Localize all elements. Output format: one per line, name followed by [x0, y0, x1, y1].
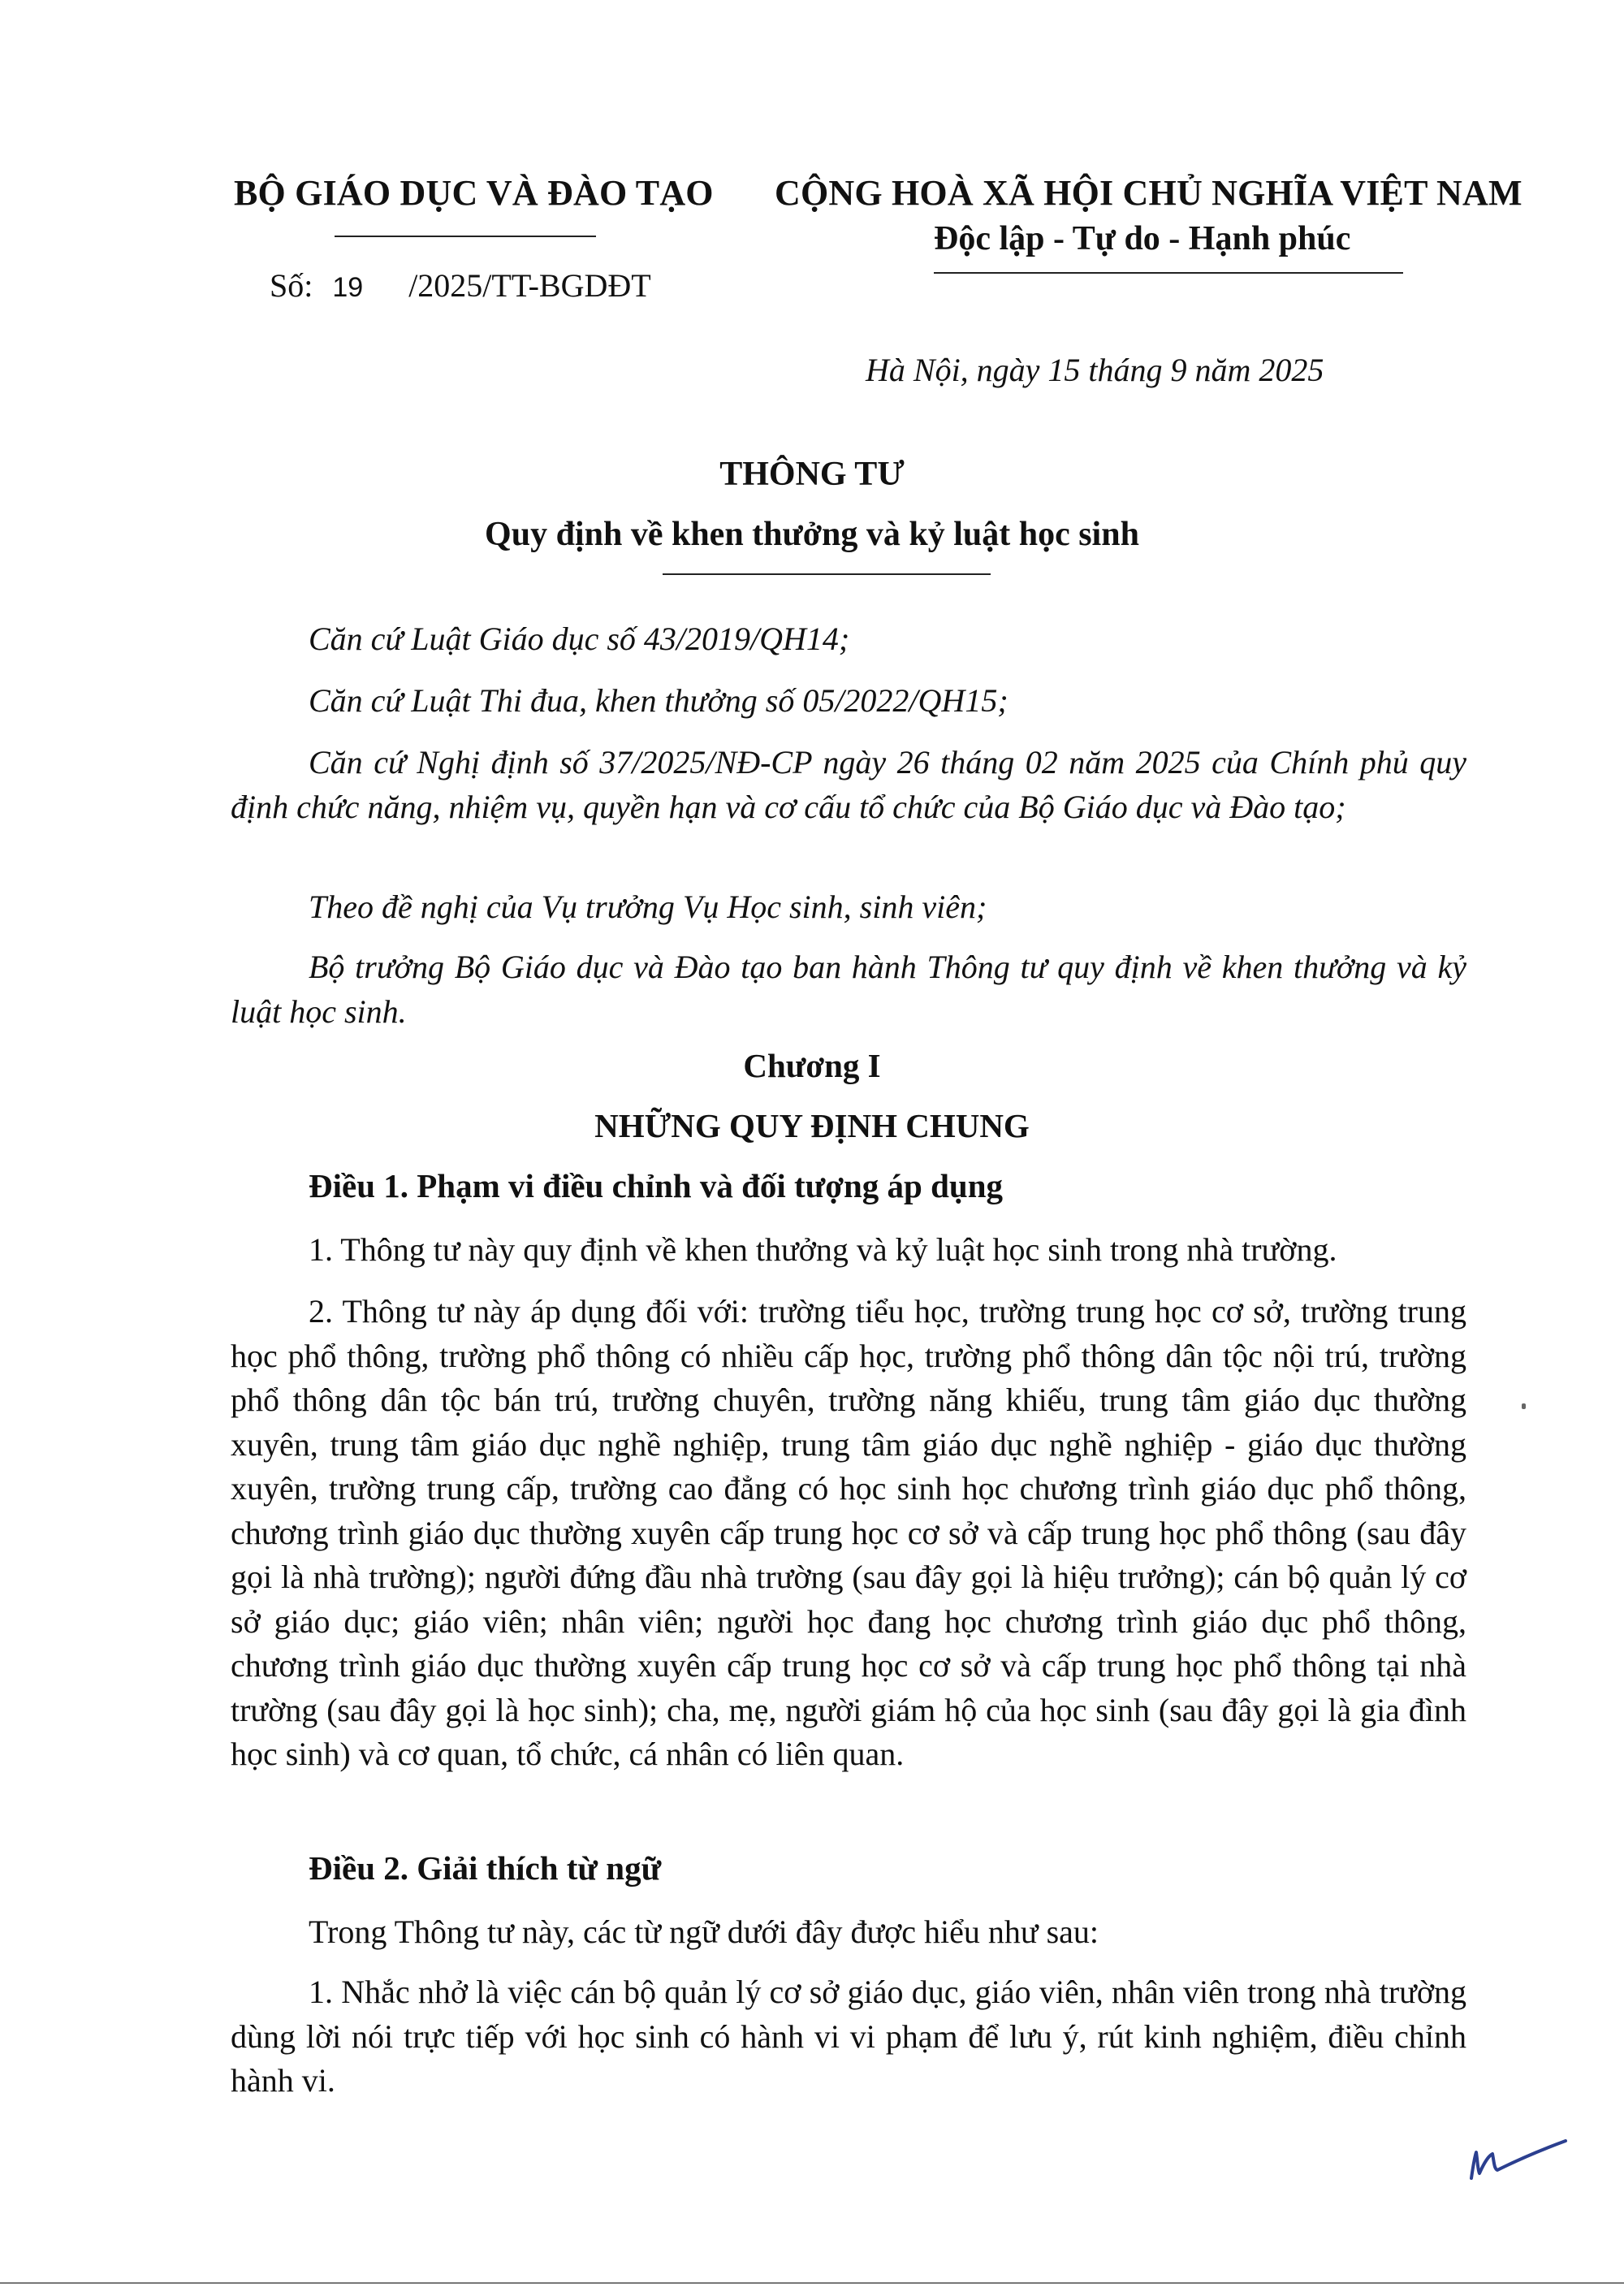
document-subject: Quy định về khen thưởng và kỷ luật học sinh — [485, 516, 1139, 553]
ministry-name: BỘ GIÁO DỤC VÀ ĐÀO TẠO — [234, 173, 714, 213]
title-underline — [663, 573, 991, 575]
article-2-intro: Trong Thông tư này, các từ ngữ dưới đây được hiểu như sau: — [309, 1913, 1099, 1950]
ministry-underline — [335, 236, 596, 237]
preamble-basis-1: Căn cứ Luật Giáo dục số 43/2019/QH14; — [309, 620, 850, 657]
preamble-basis-2: Căn cứ Luật Thi đua, khen thưởng số 05/2022/QH15; — [309, 682, 1009, 719]
number-suffix: /2025/TT-BGDĐT — [408, 267, 651, 304]
preamble-proposal: Theo đề nghị của Vụ trưởng Vụ Học sinh, sinh viên; — [309, 889, 987, 925]
national-motto: Độc lập - Tự do - Hạnh phúc — [934, 220, 1351, 257]
article-2-clause-1: 1. Nhắc nhở là việc cán bộ quản lý cơ sở giáo dục, giáo viên, nhân viên trong nhà trường dùng lời nói trực tiếp với học sinh có hành vi vi phạm để lưu ý, rút kinh nghiệm, điều chỉnh hành vi. — [231, 1974, 1466, 2099]
initials-signature — [1453, 2128, 1575, 2193]
number-prefix: Số: — [270, 267, 313, 304]
scan-speck — [1522, 1403, 1526, 1409]
page-bottom-rule — [0, 2282, 1624, 2284]
date-line: Hà Nội, ngày 15 tháng 9 năm 2025 — [866, 352, 1324, 388]
motto-underline — [934, 272, 1403, 274]
article-2-heading: Điều 2. Giải thích từ ngữ — [309, 1849, 662, 1887]
number-value: 19 — [332, 272, 364, 303]
chapter-title: NHỮNG QUY ĐỊNH CHUNG — [594, 1107, 1030, 1144]
preamble-issuance: Bộ trưởng Bộ Giáo dục và Đào tạo ban hành Thông tư quy định về khen thưởng và kỷ luật học sinh. — [231, 949, 1466, 1030]
country-name: CỘNG HOÀ XÃ HỘI CHỦ NGHĨA VIỆT NAM — [775, 173, 1522, 213]
document-number — [270, 266, 651, 305]
chapter-label: Chương I — [743, 1047, 881, 1084]
article-1-heading: Điều 1. Phạm vi điều chỉnh và đối tượng áp dụng — [309, 1167, 1003, 1204]
preamble-basis-3: Căn cứ Nghị định số 37/2025/NĐ-CP ngày 26 tháng 02 năm 2025 của Chính phủ quy định chức năng, nhiệm vụ, quyền hạn và cơ cấu tổ chức của Bộ Giáo dục và Đào tạo; — [231, 744, 1466, 825]
article-1-clause-2: 2. Thông tư này áp dụng đối với: trường tiểu học, trường trung học cơ sở, trường trung học phổ thông, trường phổ thông có nhiều cấp học, trường phổ thông dân tộc nội trú, trường phổ thông dân tộc bán trú, trường chuyên, trường năng khiếu, trung tâm giáo dục thường xuyên, trung tâm giáo dục nghề nghiệp, trung tâm giáo dục nghề nghiệp - giáo dục thường xuyên, trường trung cấp, trường cao đẳng có học sinh học chương trình giáo dục phổ thông, chương trình giáo dục thường xuyên cấp trung học cơ sở và cấp trung học phổ thông (sau đây gọi là nhà trường); người đứng đầu nhà trường (sau đây gọi là hiệu trưởng); cán bộ quản lý cơ sở giáo dục; giáo viên; nhân viên; người học đang học chương trình giáo dục phổ thông, chương trình giáo dục thường xuyên cấp trung học cơ sở và cấp trung học phổ thông tại nhà trường (sau đây gọi là học sinh); cha, mẹ, người giám hộ của học sinh (sau đây gọi là gia đình học sinh) và cơ quan, tổ chức, cá nhân có liên quan. — [231, 1293, 1466, 1772]
article-1-clause-1: 1. Thông tư này quy định về khen thưởng và kỷ luật học sinh trong nhà trường. — [309, 1231, 1337, 1268]
document-type: THÔNG TƯ — [719, 456, 905, 493]
